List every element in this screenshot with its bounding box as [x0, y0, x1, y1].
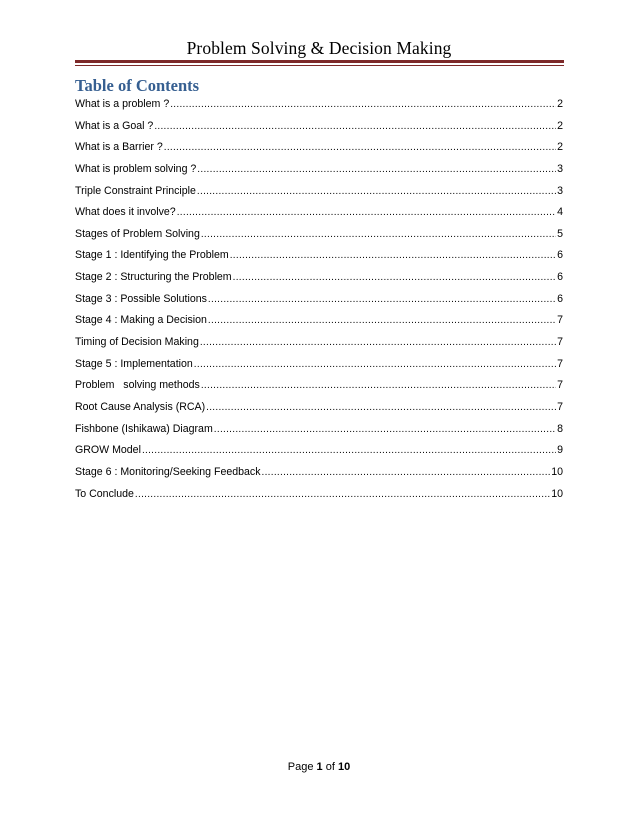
- toc-entry[interactable]: [75, 486, 563, 508]
- toc-dot-leader: [135, 487, 550, 503]
- toc-entry-page-number: 5: [557, 227, 563, 240]
- toc-dot-leader: [208, 313, 556, 329]
- toc-entry-label: Triple Constraint Principle: [75, 184, 196, 197]
- toc-entry[interactable]: [75, 399, 563, 421]
- toc-dot-leader: [177, 205, 556, 221]
- toc-entry[interactable]: [75, 334, 563, 356]
- toc-dot-leader: [206, 400, 556, 416]
- toc-entry-page-number: 3: [557, 184, 563, 197]
- toc-entry-page-number: 7: [557, 336, 563, 349]
- toc-entry-page-number: 2: [557, 141, 563, 154]
- toc-entry-page-number: 10: [551, 487, 563, 500]
- footer-separator: of: [325, 761, 335, 773]
- toc-entry-page-number: 9: [557, 444, 563, 457]
- toc-entry-page-number: 10: [551, 465, 563, 478]
- footer-current-page: 1: [316, 761, 323, 773]
- toc-entry-label: Stage 5 : Implementation: [75, 357, 193, 370]
- toc-entry[interactable]: [75, 269, 563, 291]
- toc-dot-leader: [197, 184, 556, 200]
- toc-entry-page-number: 6: [557, 271, 563, 284]
- toc-dot-leader: [208, 292, 556, 308]
- toc-entry[interactable]: [75, 312, 563, 334]
- toc-entry-label: What is a problem ?: [75, 98, 170, 110]
- toc-dot-leader: [142, 443, 556, 459]
- toc-entry[interactable]: [75, 118, 563, 140]
- toc-entry-page-number: 7: [557, 357, 563, 370]
- toc-entry-page-number: 6: [557, 249, 563, 262]
- footer-page-prefix: Page: [287, 761, 314, 773]
- toc-entry-label: Stage 6 : Monitoring/Seeking Feedback: [75, 465, 261, 478]
- toc-dot-leader: [194, 357, 556, 373]
- header-rule-thick: [75, 60, 564, 63]
- toc-dot-leader: [164, 140, 556, 156]
- toc-entry-label: Stage 3 : Possible Solutions: [75, 292, 207, 305]
- toc-dot-leader: [262, 465, 551, 481]
- toc-entry-label: What is problem solving ?: [75, 162, 197, 175]
- toc-entry-page-number: 7: [557, 400, 563, 413]
- table-of-contents: [75, 96, 563, 507]
- toc-entry[interactable]: [75, 421, 563, 443]
- toc-entry[interactable]: [75, 183, 563, 205]
- toc-entry-label: What is a Barrier ?: [75, 141, 163, 154]
- footer-total-pages: 10: [337, 761, 351, 773]
- toc-dot-leader: [200, 335, 556, 351]
- toc-entry-page-number: 3: [557, 162, 563, 175]
- toc-entry[interactable]: [75, 204, 563, 226]
- toc-entry[interactable]: [75, 161, 563, 183]
- toc-entry[interactable]: [75, 291, 563, 313]
- toc-entry[interactable]: [75, 247, 563, 269]
- toc-heading: Table of Contents: [75, 76, 200, 95]
- toc-entry-label: Stage 2 : Structuring the Problem: [75, 271, 232, 284]
- page-footer: [0, 761, 638, 773]
- document-header-title: Problem Solving & Decision Making: [186, 38, 452, 58]
- toc-entry-label: Fishbone (Ishikawa) Diagram: [75, 422, 213, 435]
- toc-entry[interactable]: [75, 139, 563, 161]
- toc-entry-label: Timing of Decision Making: [75, 336, 199, 349]
- toc-entry-page-number: 2: [557, 119, 563, 132]
- toc-entry-label: Stages of Problem Solving: [75, 227, 200, 240]
- toc-entry[interactable]: [75, 226, 563, 248]
- toc-entry[interactable]: [75, 464, 563, 486]
- toc-entry-page-number: 4: [557, 206, 563, 219]
- header-rule-thin: [75, 65, 564, 66]
- toc-entry-label: What does it involve?: [75, 206, 176, 219]
- toc-entry-label: Root Cause Analysis (RCA): [75, 400, 206, 413]
- toc-entry[interactable]: [75, 377, 563, 399]
- toc-entry[interactable]: [75, 442, 563, 464]
- toc-entry-label: To Conclude: [75, 487, 134, 500]
- toc-entry-label: What is a Goal ?: [75, 119, 154, 132]
- toc-entry-page-number: 6: [557, 292, 563, 305]
- toc-dot-leader: [201, 378, 556, 394]
- toc-entry-page-number: 2: [557, 98, 563, 110]
- toc-entry-page-number: 8: [557, 422, 563, 435]
- toc-dot-leader: [201, 227, 556, 243]
- toc-dot-leader: [197, 162, 556, 178]
- toc-entry[interactable]: [75, 96, 563, 118]
- toc-entry-label: Problem solving methods: [75, 379, 200, 392]
- toc-dot-leader: [154, 119, 556, 135]
- toc-entry-page-number: 7: [557, 379, 563, 392]
- toc-entry[interactable]: [75, 356, 563, 378]
- toc-entry-page-number: 7: [557, 314, 563, 327]
- toc-entry-label: Stage 1 : Identifying the Problem: [75, 249, 229, 262]
- toc-dot-leader: [214, 422, 556, 438]
- toc-dot-leader: [170, 97, 556, 113]
- toc-dot-leader: [233, 270, 556, 286]
- toc-entry-label: Stage 4 : Making a Decision: [75, 314, 207, 327]
- toc-dot-leader: [230, 248, 556, 264]
- toc-entry-label: GROW Model: [75, 444, 141, 457]
